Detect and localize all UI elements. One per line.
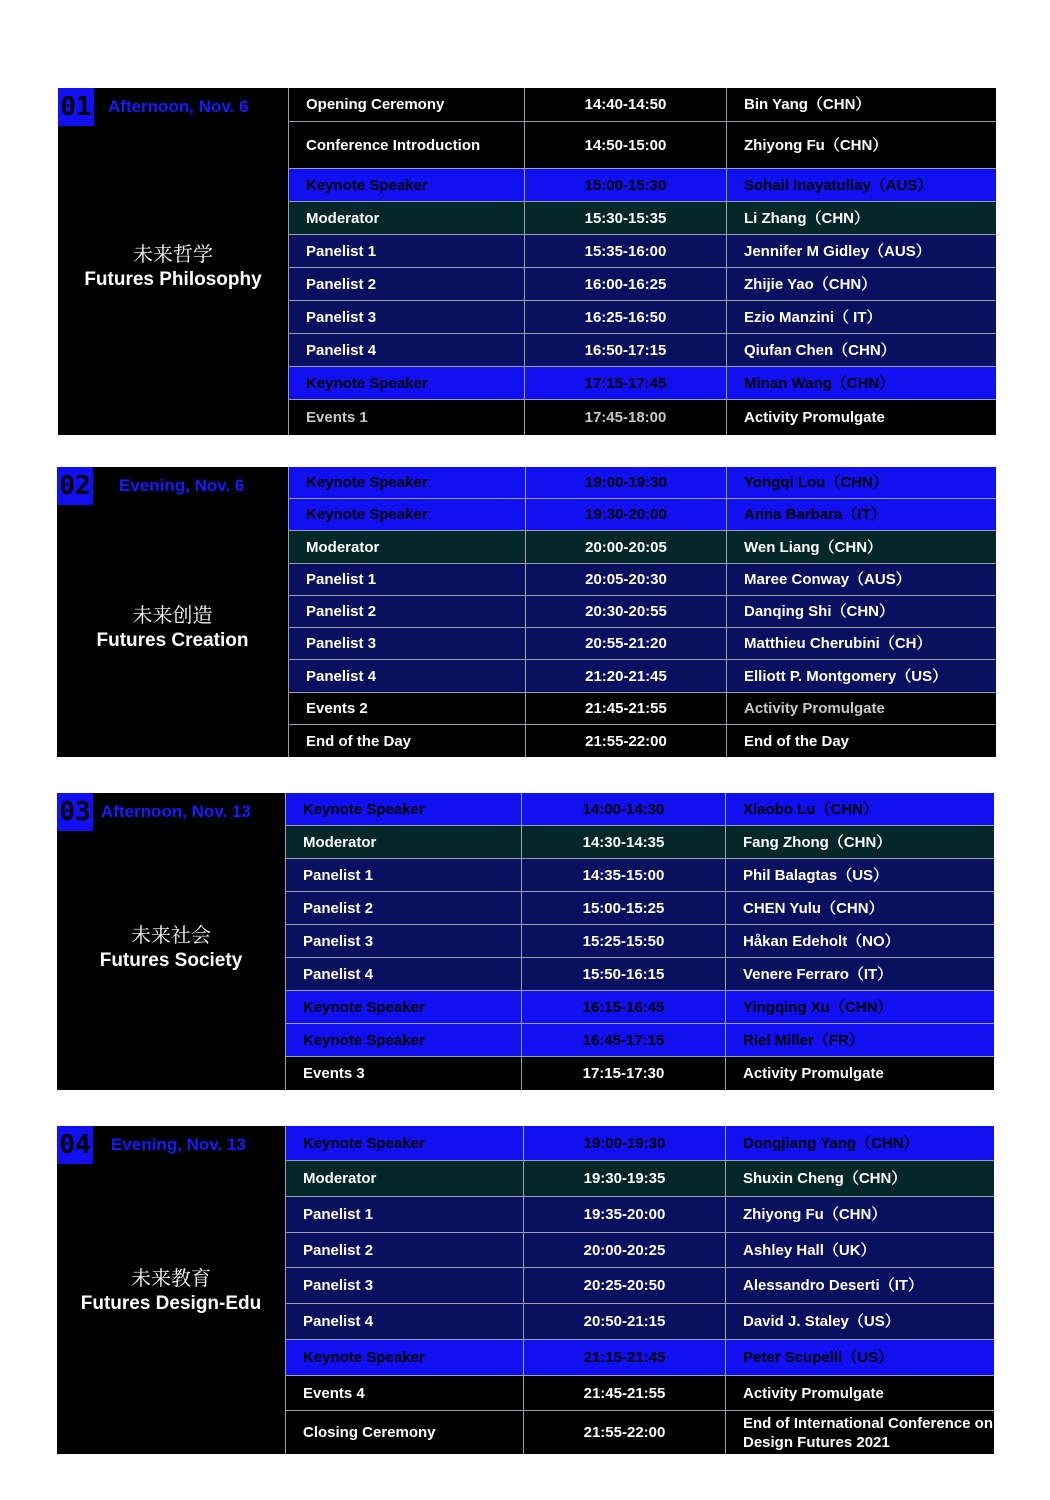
role-cell: Keynote Speaker <box>285 793 521 825</box>
schedule-row <box>288 596 996 628</box>
speaker-cell: Xiaobo Lu（CHN） <box>725 793 994 825</box>
role-cell: Moderator <box>288 531 525 563</box>
session-header <box>58 88 288 435</box>
time-cell: 15:00-15:25 <box>521 892 725 924</box>
time-cell: 15:00-15:30 <box>524 169 726 201</box>
schedule-row <box>285 1233 994 1268</box>
schedule-row <box>285 991 994 1024</box>
schedule-row <box>285 1161 994 1197</box>
speaker-cell: Qiufan Chen（CHN） <box>726 334 996 366</box>
topic-chinese: 未来创造 <box>132 603 213 627</box>
role-cell: Keynote Speaker <box>288 499 525 530</box>
session-header <box>57 793 285 1090</box>
time-cell: 15:50-16:15 <box>521 958 725 990</box>
time-cell: 20:25-20:50 <box>523 1268 725 1303</box>
speaker-cell: Matthieu Cherubini（CH） <box>726 628 996 659</box>
session-time-label: Evening, Nov. 6 <box>119 476 245 495</box>
role-cell: Panelist 2 <box>285 892 521 924</box>
speaker-cell: Wen Liang（CHN） <box>726 531 996 563</box>
session-block-04 <box>57 1126 994 1454</box>
time-cell: 21:55-22:00 <box>525 725 726 757</box>
schedule-row <box>288 268 996 301</box>
time-cell: 17:15-17:30 <box>521 1057 725 1090</box>
schedule-row <box>285 1057 994 1090</box>
session-topic <box>58 238 288 291</box>
schedule-row <box>288 531 996 564</box>
speaker-cell: Elliott P. Montgomery（US） <box>726 660 996 692</box>
role-cell: Panelist 1 <box>285 1197 523 1232</box>
schedule-table <box>285 1126 994 1454</box>
speaker-cell: Activity Promulgate <box>726 693 996 724</box>
time-cell: 16:15-16:45 <box>521 991 725 1023</box>
topic-english: Futures Design-Edu <box>80 1293 262 1314</box>
role-cell: Events 2 <box>288 693 525 724</box>
session-number-badge: 03 <box>57 793 93 831</box>
schedule-row <box>285 1268 994 1304</box>
role-cell: Events 4 <box>285 1376 523 1410</box>
schedule-row <box>285 859 994 892</box>
time-cell: 21:45-21:55 <box>525 693 726 724</box>
role-cell: Keynote Speaker <box>285 1340 523 1375</box>
role-cell: Keynote Speaker <box>288 169 524 201</box>
role-cell: Panelist 4 <box>285 958 521 990</box>
session-number-badge: 04 <box>57 1126 93 1164</box>
schedule-row <box>288 88 996 122</box>
schedule-row <box>285 1024 994 1057</box>
speaker-cell: Activity Promulgate <box>725 1057 994 1090</box>
schedule-row <box>285 892 994 925</box>
speaker-cell: Yingqing Xu（CHN） <box>725 991 994 1023</box>
time-cell: 14:50-15:00 <box>524 122 726 168</box>
role-cell: Panelist 2 <box>285 1233 523 1267</box>
speaker-cell: Alessandro Deserti（IT） <box>725 1268 994 1303</box>
time-cell: 16:00-16:25 <box>524 268 726 300</box>
session-time-label: Afternoon, Nov. 13 <box>101 802 251 821</box>
time-cell: 19:35-20:00 <box>523 1197 725 1232</box>
speaker-cell: Fang Zhong（CHN） <box>725 826 994 858</box>
schedule-row <box>285 1376 994 1411</box>
role-cell: Panelist 3 <box>288 628 525 659</box>
speaker-cell: Jennifer M Gidley（AUS） <box>726 235 996 267</box>
role-cell: Panelist 3 <box>285 1268 523 1303</box>
speaker-cell: Bin Yang（CHN） <box>726 88 996 121</box>
speaker-cell: Minan Wang（CHN） <box>726 367 996 399</box>
role-cell: Keynote Speaker <box>288 467 525 498</box>
time-cell: 17:15-17:45 <box>524 367 726 399</box>
time-cell: 14:30-14:35 <box>521 826 725 858</box>
time-cell: 20:30-20:55 <box>525 596 726 627</box>
time-cell: 21:20-21:45 <box>525 660 726 692</box>
role-cell: End of the Day <box>288 725 525 757</box>
session-number-badge: 01 <box>58 88 94 126</box>
role-cell: Panelist 1 <box>288 235 524 267</box>
speaker-cell: Activity Promulgate <box>725 1376 994 1410</box>
speaker-cell: Ashley Hall（UK） <box>725 1233 994 1267</box>
role-cell: Moderator <box>285 1161 523 1196</box>
time-cell: 19:30-20:00 <box>525 499 726 530</box>
speaker-cell: Anna Barbara（IT） <box>726 499 996 530</box>
time-cell: 15:35-16:00 <box>524 235 726 267</box>
time-cell: 16:25-16:50 <box>524 301 726 333</box>
session-topic <box>57 599 288 652</box>
time-cell: 15:25-15:50 <box>521 925 725 957</box>
role-cell: Panelist 1 <box>288 564 525 595</box>
schedule-row <box>288 301 996 334</box>
schedule-row <box>285 1340 994 1376</box>
schedule-row <box>285 1304 994 1340</box>
speaker-cell: Peter Scupelli（US） <box>725 1340 994 1375</box>
time-cell: 17:45-18:00 <box>524 400 726 435</box>
speaker-cell: Activity Promulgate <box>726 400 996 435</box>
schedule-row <box>285 1411 994 1454</box>
schedule-row <box>288 725 996 757</box>
role-cell: Panelist 1 <box>285 859 521 891</box>
session-number-badge: 02 <box>57 467 93 505</box>
speaker-cell: Ezio Manzini（ IT） <box>726 301 996 333</box>
session-block-03 <box>57 793 994 1090</box>
role-cell: Events 1 <box>288 400 524 435</box>
topic-chinese: 未来哲学 <box>133 242 213 266</box>
schedule-row <box>285 826 994 859</box>
speaker-cell: Dongjiang Yang（CHN） <box>725 1126 994 1160</box>
time-cell: 21:45-21:55 <box>523 1376 725 1410</box>
schedule-row <box>288 400 996 435</box>
role-cell: Conference Introduction <box>288 122 524 168</box>
time-cell: 20:50-21:15 <box>523 1304 725 1339</box>
schedule-row <box>288 628 996 660</box>
speaker-cell: Venere Ferraro（IT） <box>725 958 994 990</box>
schedule-row <box>285 793 994 826</box>
topic-english: Futures Philosophy <box>84 269 262 290</box>
time-cell: 14:00-14:30 <box>521 793 725 825</box>
role-cell: Moderator <box>285 826 521 858</box>
session-time-label: Afternoon, Nov. 6 <box>108 97 249 116</box>
role-cell: Panelist 2 <box>288 596 525 627</box>
topic-english: Futures Society <box>99 950 243 971</box>
speaker-cell: Phil Balagtas（US） <box>725 859 994 891</box>
session-time-label: Evening, Nov. 13 <box>111 1135 246 1154</box>
role-cell: Closing Ceremony <box>285 1411 523 1454</box>
schedule-row <box>288 334 996 367</box>
speaker-cell: Maree Conway（AUS） <box>726 564 996 595</box>
session-block-01 <box>58 88 996 435</box>
speaker-cell: Zhiyong Fu（CHN） <box>726 122 996 168</box>
session-topic <box>57 1262 285 1315</box>
speaker-cell: Li Zhang（CHN） <box>726 202 996 234</box>
speaker-cell: CHEN Yulu（CHN） <box>725 892 994 924</box>
speaker-cell: Sohail Inayatullay（AUS） <box>726 169 996 201</box>
schedule-row <box>288 367 996 400</box>
topic-chinese: 未来社会 <box>131 923 211 947</box>
speaker-cell: End of the Day <box>726 725 996 757</box>
role-cell: Panelist 3 <box>288 301 524 333</box>
schedule-row <box>288 235 996 268</box>
role-cell: Moderator <box>288 202 524 234</box>
schedule-row <box>288 660 996 693</box>
schedule-table <box>285 793 994 1090</box>
schedule-row <box>288 169 996 202</box>
speaker-cell: Riel Miller（FR） <box>725 1024 994 1056</box>
schedule-row <box>285 1197 994 1233</box>
time-cell: 20:55-21:20 <box>525 628 726 659</box>
speaker-cell: End of International Conference on Design Futures 2021 <box>725 1411 994 1454</box>
role-cell: Panelist 4 <box>285 1304 523 1339</box>
schedule-row <box>288 564 996 596</box>
session-header <box>57 467 288 757</box>
role-cell: Panelist 2 <box>288 268 524 300</box>
time-cell: 20:05-20:30 <box>525 564 726 595</box>
session-block-02 <box>57 467 996 757</box>
role-cell: Events 3 <box>285 1057 521 1090</box>
time-cell: 14:40-14:50 <box>524 88 726 121</box>
schedule-row <box>288 499 996 531</box>
session-topic <box>57 919 285 972</box>
speaker-cell: Zhijie Yao（CHN） <box>726 268 996 300</box>
role-cell: Panelist 4 <box>288 334 524 366</box>
speaker-cell: Danqing Shi（CHN） <box>726 596 996 627</box>
time-cell: 19:30-19:35 <box>523 1161 725 1196</box>
role-cell: Panelist 4 <box>288 660 525 692</box>
time-cell: 16:45-17:15 <box>521 1024 725 1056</box>
topic-chinese: 未来教育 <box>131 1266 211 1290</box>
speaker-cell: Yongqi Lou（CHN） <box>726 467 996 498</box>
time-cell: 21:15-21:45 <box>523 1340 725 1375</box>
role-cell: Keynote Speaker <box>285 1126 523 1160</box>
schedule-row <box>288 467 996 499</box>
time-cell: 20:00-20:05 <box>525 531 726 563</box>
time-cell: 19:00-19:30 <box>523 1126 725 1160</box>
speaker-cell: Shuxin Cheng（CHN） <box>725 1161 994 1196</box>
schedule-row <box>285 1126 994 1161</box>
schedule-table <box>288 88 996 435</box>
time-cell: 15:30-15:35 <box>524 202 726 234</box>
time-cell: 19:00-19:30 <box>525 467 726 498</box>
schedule-row <box>285 958 994 991</box>
speaker-cell: Håkan Edeholt（NO） <box>725 925 994 957</box>
time-cell: 14:35-15:00 <box>521 859 725 891</box>
role-cell: Keynote Speaker <box>285 1024 521 1056</box>
speaker-cell: Zhiyong Fu（CHN） <box>725 1197 994 1232</box>
time-cell: 21:55-22:00 <box>523 1411 725 1454</box>
role-cell: Keynote Speaker <box>285 991 521 1023</box>
role-cell: Keynote Speaker <box>288 367 524 399</box>
schedule-row <box>288 693 996 725</box>
schedule-row <box>288 122 996 169</box>
schedule-row <box>288 202 996 235</box>
time-cell: 20:00-20:25 <box>523 1233 725 1267</box>
time-cell: 16:50-17:15 <box>524 334 726 366</box>
schedule-row <box>285 925 994 958</box>
role-cell: Opening Ceremony <box>288 88 524 121</box>
session-header <box>57 1126 285 1454</box>
topic-english: Futures Creation <box>96 630 249 651</box>
role-cell: Panelist 3 <box>285 925 521 957</box>
speaker-cell: David J. Staley（US） <box>725 1304 994 1339</box>
schedule-table <box>288 467 996 757</box>
